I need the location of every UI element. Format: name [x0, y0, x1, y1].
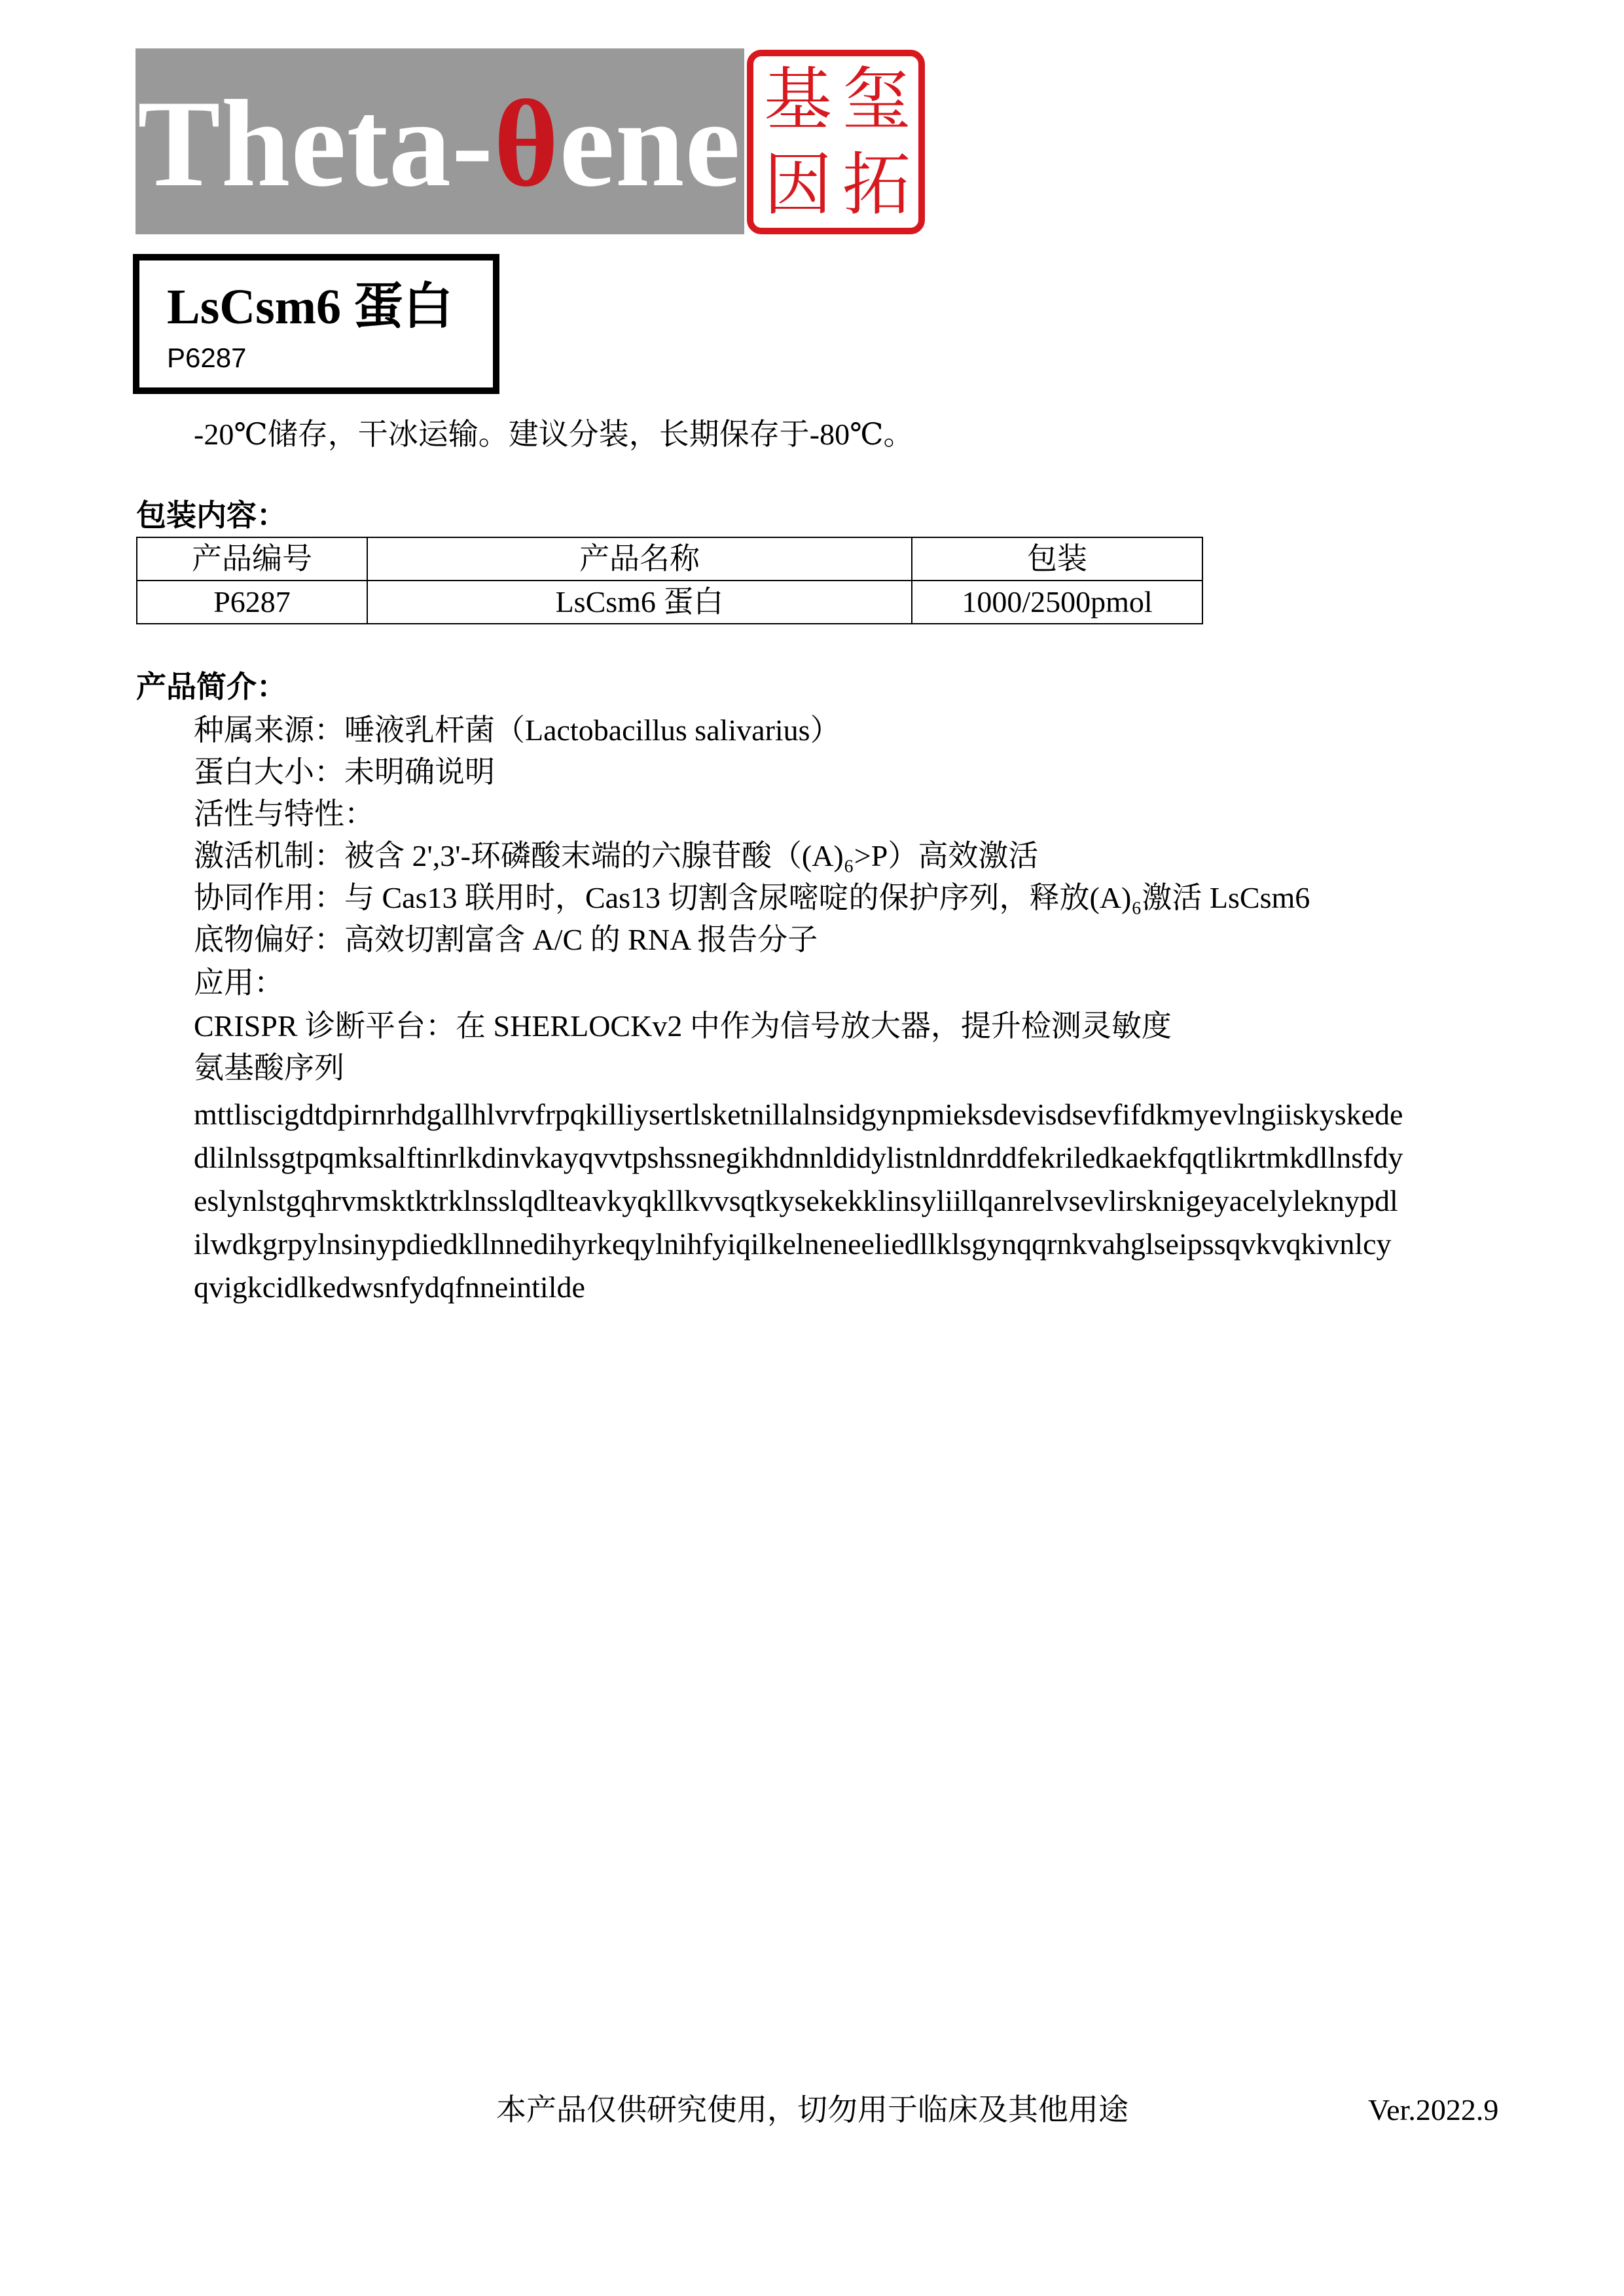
cell-package: 1000/2500pmol [912, 581, 1202, 624]
brand-seal-stamp [747, 50, 925, 234]
table-row [137, 581, 1202, 624]
brand-logo-text [137, 75, 741, 213]
intro-line-substrate: 底物偏好：高效切割富含 A/C 的 RNA 报告分子 [194, 923, 818, 956]
footer-disclaimer: 本产品仅供研究使用，切勿用于临床及其他用途 [496, 2093, 1128, 2126]
product-title-box [133, 254, 499, 394]
intro-heading: 产品简介： [136, 670, 287, 704]
footer-version: Ver.2022.9 [1368, 2093, 1499, 2126]
intro-line-sequence-label: 氨基酸序列 [194, 1051, 344, 1085]
logo-theta: θ [494, 75, 560, 213]
table-header-row [137, 537, 1202, 581]
intro-line-size: 蛋白大小：未明确说明 [194, 755, 495, 789]
sequence-line: eslynlstgqhrvmsktktrklnsslqdlteavkyqkllkvvsqtkysekekklinsyliillqanrelvsevlirsknigeyacelyleknypdl [194, 1184, 1398, 1217]
sequence-line: qvigkcidlkedwsnfydqfnneintilde [194, 1270, 585, 1304]
cell-name: LsCsm6 蛋白 [367, 581, 912, 624]
intro-line-activity: 活性与特性： [194, 797, 374, 831]
seal-char: 基 [763, 60, 832, 139]
amino-acid-sequence [194, 1093, 1555, 1309]
logo-text-before: Theta- [137, 75, 494, 213]
package-table [136, 537, 1203, 624]
column-header-code: 产品编号 [137, 537, 367, 581]
intro-line-synergy: 协同作用：与 Cas13 联用时，Cas13 切割含尿嘧啶的保护序列，释放(A)₆激活 LsCsm6 [194, 881, 1310, 914]
product-code: P6287 [167, 342, 247, 373]
storage-note: -20℃储存，干冰运输。建议分装，长期保存于-80℃。 [194, 418, 914, 451]
intro-line-source: 种属来源：唾液乳杆菌（Lactobacillus salivarius） [194, 713, 840, 747]
package-heading: 包装内容： [136, 499, 287, 532]
sequence-line: mttliscigdtdpirnrhdgallhlvrvfrpqkilliysertlsketnillalnsidgynpmieksdevisdsevfifdkmyevlngiiskyskede [194, 1098, 1403, 1131]
sequence-line: ilwdkgrpylnsinypdiedkllnnedihyrkeqylnihfyiqilkelneneeliedllklsgynqqrnkvahglseipssqvkvqkivnlcy [194, 1227, 1392, 1261]
seal-char: 拓 [842, 145, 911, 224]
column-header-package: 包装 [912, 537, 1202, 581]
seal-char: 玺 [842, 60, 911, 139]
intro-line-application: 应用： [194, 966, 284, 999]
product-title: LsCsm6 蛋白 [167, 279, 454, 334]
column-header-name: 产品名称 [367, 537, 912, 581]
logo-text-after: ene [559, 75, 741, 213]
sequence-line: dlilnlssgtpqmksalftinrlkdinvkayqvvtpshssnegikhdnnldidylistnldnrddfekriledkaekfqqtlikrtmkdllnsfdy [194, 1141, 1403, 1174]
cell-code: P6287 [137, 581, 367, 624]
intro-line-crispr: CRISPR 诊断平台：在 SHERLOCKv2 中作为信号放大器，提升检测灵敏度 [194, 1009, 1172, 1043]
seal-char: 因 [763, 145, 832, 224]
intro-line-mechanism: 激活机制：被含 2',3'-环磷酸末端的六腺苷酸（(A)₆>P）高效激活 [194, 839, 1039, 872]
